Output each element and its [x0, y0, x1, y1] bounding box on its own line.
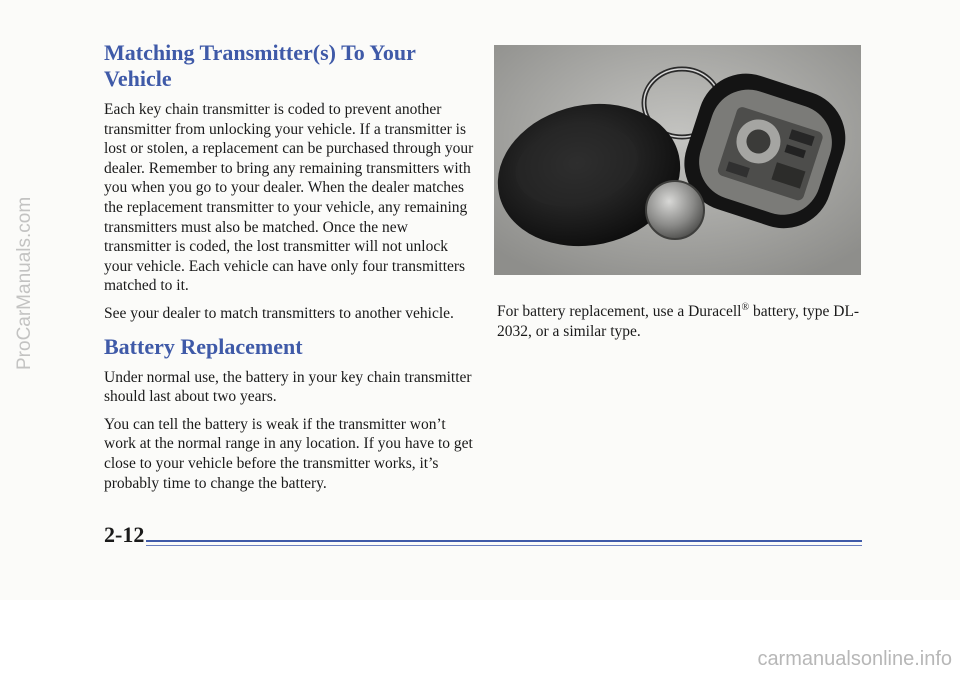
caption-text-after: battery, type DL-2032, or a similar type. — [497, 303, 860, 340]
paragraph-see-dealer: See your dealer to match transmitters to another vehicle. — [104, 304, 454, 322]
section-heading-matching: Matching Transmitter(s) To Your Vehicle — [104, 40, 416, 91]
paragraph-matching-intro: Each key chain transmitter is coded to prevent another transmitter from unlocking your vehicle. If a transmitter is lost or stolen, a replacement can be purchased through your dealer. Remember to bring any remaining transmitters with you when you go to your dealer. When the dealer matches the replacement transmitter to your vehicle, any remaining transmitters must also be matched. Once the new transmitter is coded, the lost transmitter will not unlock your vehicle. Each vehicle can have only four transmitters matched to it. — [104, 101, 474, 295]
registered-mark: ® — [741, 301, 750, 313]
left-column — [104, 40, 476, 501]
section-heading-battery: Battery Replacement — [104, 333, 303, 359]
side-watermark: ProCarManuals.com — [14, 196, 35, 370]
battery-caption — [497, 302, 869, 341]
caption-text-before: For battery replacement, use a Duracell — [497, 303, 742, 320]
paragraph-battery-weak: You can tell the battery is weak if the transmitter won’t work at the normal range in any location. If you have to get close to your vehicle before the transmitter works, it’s probably time to change the battery. — [104, 415, 473, 492]
page-number: 2-12 — [104, 522, 145, 547]
transmitter-illustration — [494, 45, 861, 275]
footer-rule-thin — [146, 545, 862, 546]
bottom-watermark: carmanualsonline.info — [757, 648, 952, 670]
footer-rule-thick — [146, 540, 862, 542]
paragraph-battery-life: Under normal use, the battery in your key chain transmitter should last about two years. — [104, 368, 472, 406]
transmitter-battery-photo — [494, 45, 861, 275]
